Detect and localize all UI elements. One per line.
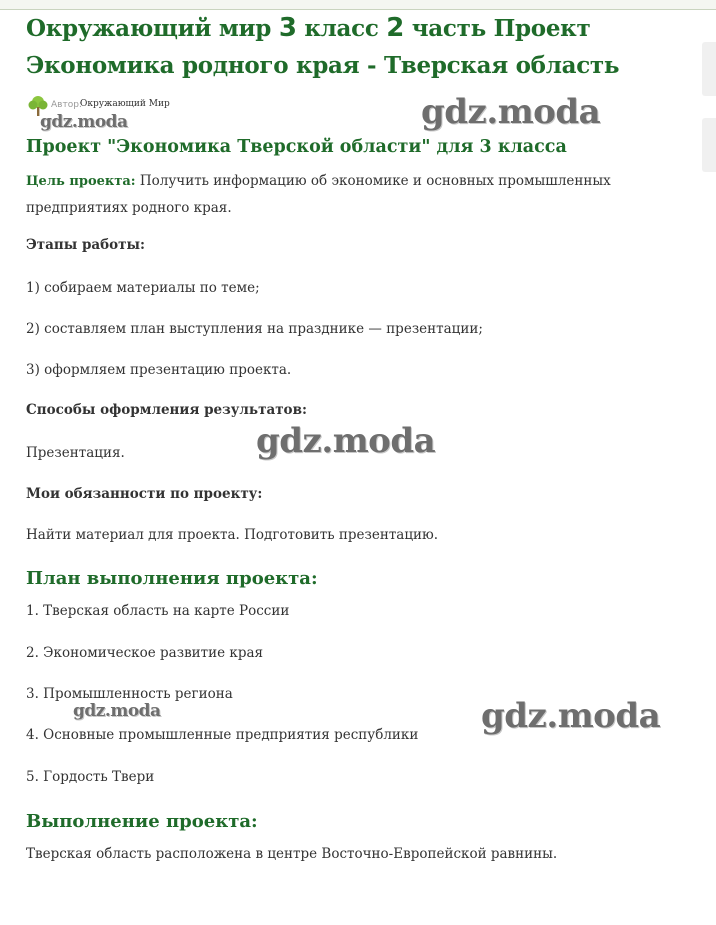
- execution-text: Тверская область расположена в центре Восточно-Европейской равнины.: [26, 846, 558, 862]
- side-widget-strip: [702, 42, 716, 172]
- stage-item: 1) собираем материалы по теме;: [26, 280, 260, 296]
- stage-item: 2) составляем план выступления на празднике — презентации;: [26, 321, 483, 337]
- watermark: gdz.moda: [73, 701, 161, 721]
- side-widget-tab[interactable]: [702, 118, 716, 172]
- part-number: 2: [386, 13, 405, 43]
- plan-heading: План выполнения проекта:: [26, 568, 318, 589]
- title-part1: Окружающий мир: [26, 15, 279, 42]
- results-label: Способы оформления результатов:: [26, 402, 307, 418]
- watermark: gdz.moda: [421, 92, 601, 132]
- watermark: gdz.moda: [40, 112, 128, 132]
- stage-item: 3) оформляем презентацию проекта.: [26, 362, 292, 378]
- plan-item: 1. Тверская область на карте России: [26, 603, 290, 619]
- title-part3: часть Проект: [404, 15, 591, 42]
- results-text: Презентация.: [26, 445, 125, 461]
- watermark: gdz.moda: [256, 421, 436, 461]
- execution-heading: Выполнение проекта:: [26, 811, 258, 832]
- goal-text: Получить информацию об экономике и основных промышленных предприятиях родного края.: [26, 173, 611, 216]
- duties-text: Найти материал для проекта. Подготовить презентацию.: [26, 527, 439, 543]
- author-label: Автор:: [51, 100, 82, 110]
- plan-item: 2. Экономическое развитие края: [26, 645, 264, 661]
- page-title: [26, 10, 666, 84]
- author-name[interactable]: Окружающий Мир: [80, 99, 170, 109]
- project-title: Проект "Экономика Тверской области" для 3 класса: [26, 137, 567, 157]
- plan-item: 3. Промышленность региона: [26, 686, 233, 702]
- watermark: gdz.moda: [481, 696, 661, 736]
- side-widget-tab[interactable]: [702, 42, 716, 96]
- plan-item: 5. Гордость Твери: [26, 769, 155, 785]
- goal-paragraph: [26, 168, 646, 221]
- stages-label: Этапы работы:: [26, 237, 146, 253]
- goal-label: Цель проекта:: [26, 174, 136, 189]
- duties-label: Мои обязанности по проекту:: [26, 486, 263, 502]
- plan-item: 4. Основные промышленные предприятия республики: [26, 727, 419, 743]
- grade-number: 3: [278, 13, 297, 43]
- title-part2: класс: [296, 15, 387, 42]
- title-line2: Экономика родного края - Тверская область: [26, 52, 620, 79]
- top-border: [0, 0, 716, 10]
